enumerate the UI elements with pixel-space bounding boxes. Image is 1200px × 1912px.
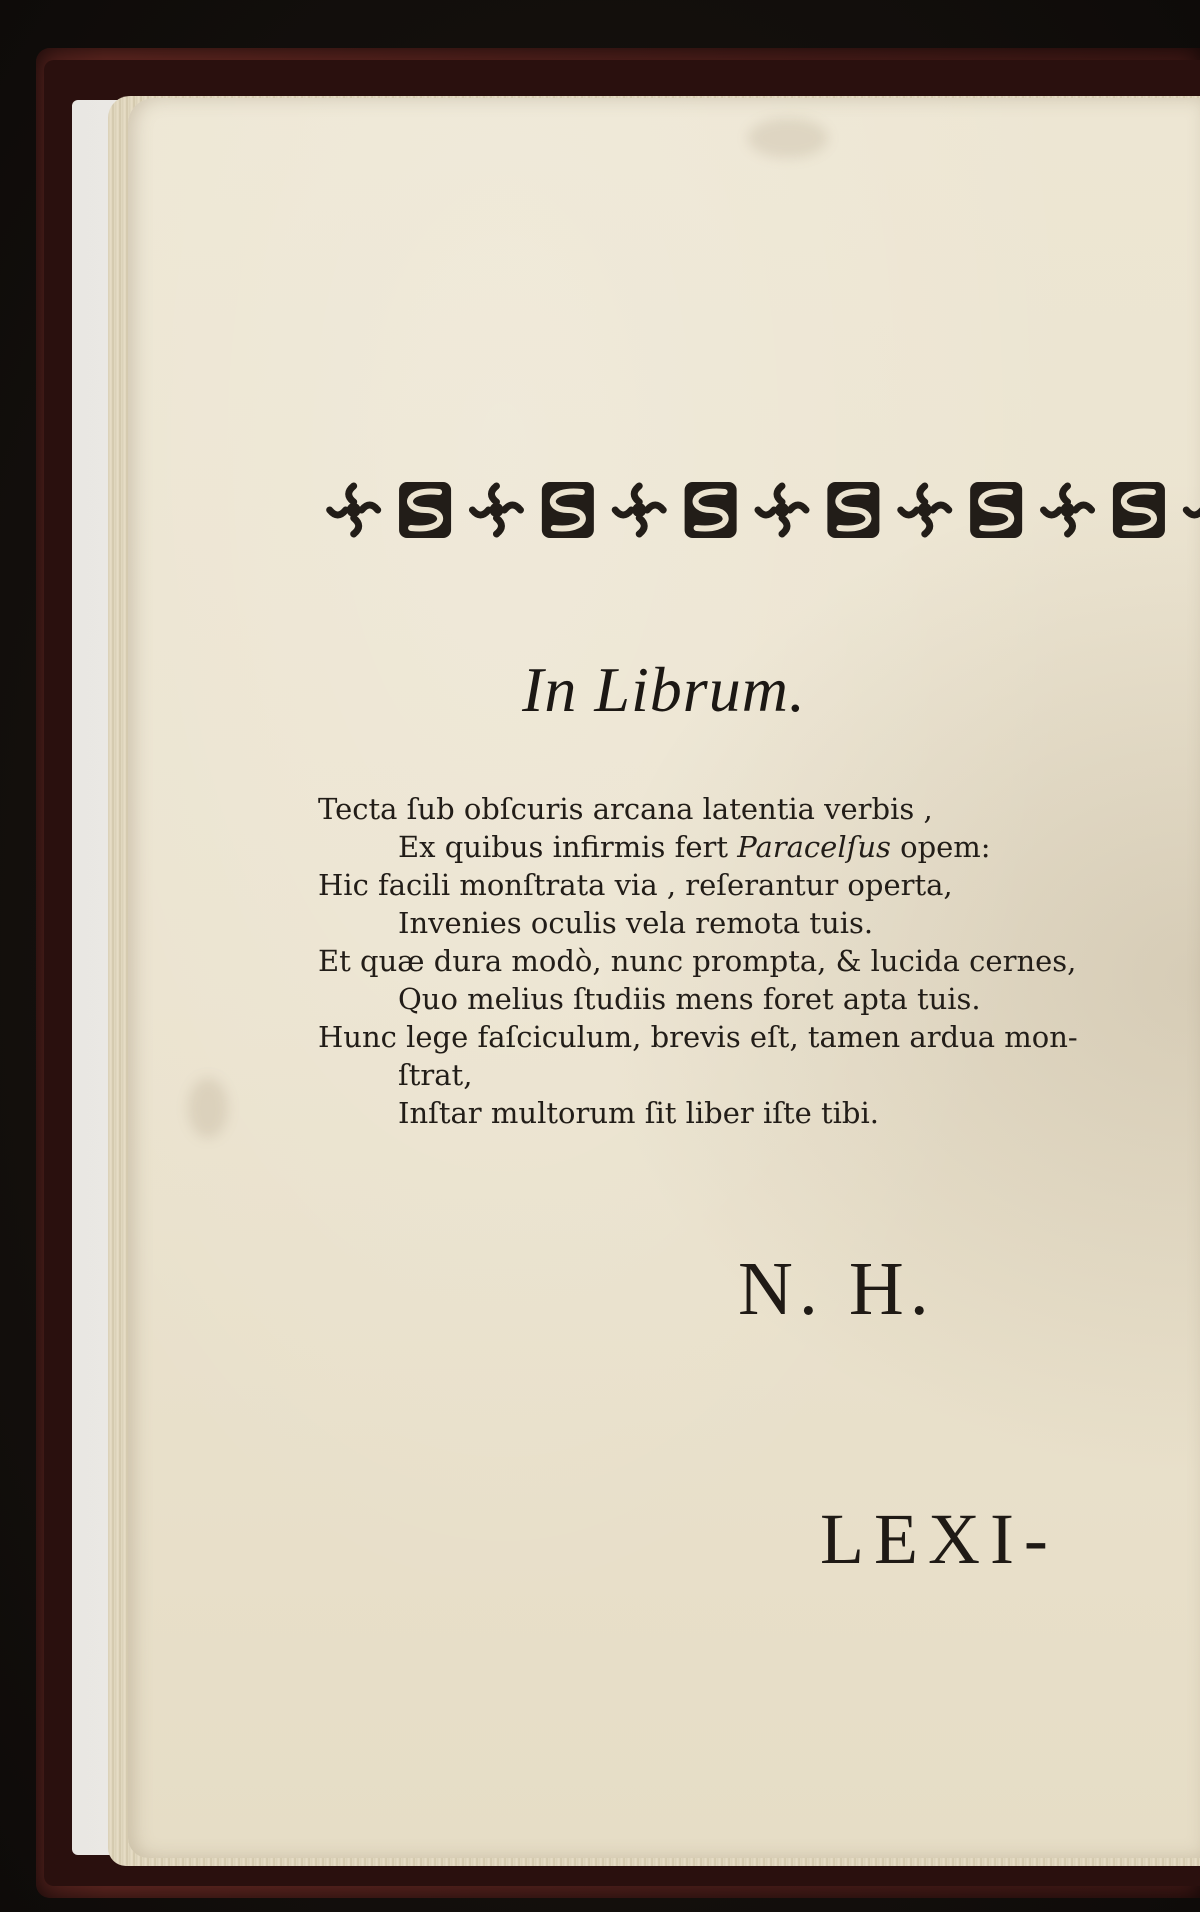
poem-line-2 [318,828,1200,866]
poem-line-3: Hic facili monſtrata via , reſerantur operta, [318,868,953,902]
fleuron-scroll-icon [827,482,879,538]
signature-initials: N. H. [738,1247,935,1331]
fleuron-cross-icon [1044,486,1092,534]
fleuron-scroll-icon [542,482,594,538]
poem-line-1: Tecta ſub obſcuris arcana latentia verbis , [318,792,933,826]
fleuron-cross-icon [615,486,663,534]
paper-stain [188,1078,228,1138]
poem-line-2-part-b: opem: [890,830,991,864]
fleuron-cross-icon [330,486,378,534]
poem-line-9: Inſtar multorum ſit liber iſte tibi. [398,1096,879,1130]
fleuron-scroll-icon [685,482,737,538]
fleuron-cross-icon [901,486,949,534]
fleuron-cross-icon [472,486,520,534]
fleuron-scroll-icon [1113,482,1165,538]
poem-line-7: Hunc lege faſciculum, brevis eſt, tamen ardua mon- [318,1020,1078,1054]
poem-line-5: Et quæ dura modò, nunc prompta, & lucida cernes, [318,944,1077,978]
book-page [128,98,1200,1858]
fleuron-cross-icon [1186,486,1200,534]
fleuron-cross-icon [758,486,806,534]
poem-line-6: Quo melius ſtudiis mens foret apta tuis. [398,982,981,1016]
poem-line-4: Invenies oculis vela remota tuis. [398,906,874,940]
fleuron-scroll-icon [970,482,1022,538]
page-heading: In Librum. [522,654,806,725]
fleuron-scroll-icon [399,482,451,538]
catchword: LEXI- [820,1499,1058,1579]
fleuron-band-icon [318,468,1200,548]
poem-line-2-name: Paracelſus [737,830,891,864]
poem-line-2-part-a: Ex quibus infirmis fert [398,830,738,864]
poem-line-8: ſtrat, [398,1058,473,1092]
paper-stain [748,118,828,158]
poem [318,790,1200,1132]
